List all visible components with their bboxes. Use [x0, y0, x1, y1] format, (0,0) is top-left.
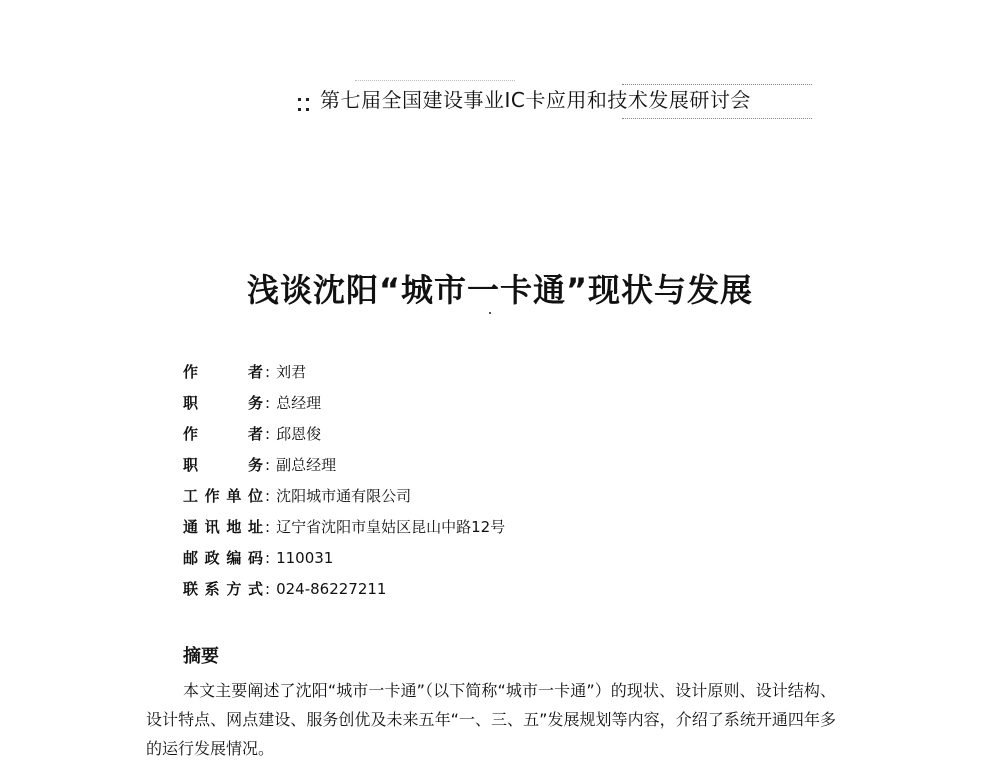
meta-label: 邮政编码 — [183, 549, 263, 567]
meta-value: 110031 — [276, 548, 334, 567]
scan-speck — [489, 312, 491, 314]
document-title: 浅谈沈阳“城市一卡通”现状与发展 — [246, 271, 754, 309]
meta-label: 职 务 — [183, 456, 263, 474]
meta-value: 邱恩俊 — [276, 425, 322, 443]
meta-row-position-2: 职 务 : 副总经理 — [183, 455, 337, 474]
meta-label: 通讯地址 — [183, 518, 263, 536]
meta-value: 刘君 — [276, 363, 307, 381]
meta-row-position-1: 职 务 : 总经理 — [183, 393, 322, 412]
abstract-paragraph: 本文主要阐述了沈阳“城市一卡通”（以下简称“城市一卡通”）的现状、设计原则、设计结构、设计特点、网点建设、服务创优及未来五年“一、三、五”发展规划等内容，介绍了系统开通四年多的运行发展情况。 — [146, 681, 836, 758]
meta-row-author-1: 作 者 : 刘君 — [183, 362, 307, 381]
meta-label: 作 者 — [183, 363, 263, 381]
meta-value: 沈阳城市通有限公司 — [276, 487, 412, 505]
header-bullet-marks — [296, 92, 314, 114]
meta-value: 总经理 — [276, 394, 322, 412]
meta-row-author-2: 作 者 : 邱恩俊 — [183, 424, 322, 443]
meta-value: 024-86227211 — [276, 579, 387, 598]
running-header — [296, 86, 816, 116]
abstract-heading: 摘要 — [183, 646, 219, 667]
meta-label: 职 务 — [183, 394, 263, 412]
meta-row-address: 通讯地址 : 辽宁省沈阳市皇姑区昆山中路12号 — [183, 517, 506, 536]
scan-noise-top — [622, 84, 812, 86]
meta-row-postcode: 邮政编码 : 110031 — [183, 548, 334, 567]
scan-noise-left — [355, 80, 515, 82]
running-header-text: 第七届全国建设事业IC卡应用和技术发展研讨会 — [320, 88, 751, 112]
meta-value: 辽宁省沈阳市皇姑区昆山中路12号 — [276, 518, 506, 536]
author-metadata — [183, 356, 783, 604]
meta-label: 作 者 — [183, 425, 263, 443]
meta-label: 工作单位 — [183, 487, 263, 505]
meta-row-organization: 工作单位 : 沈阳城市通有限公司 — [183, 486, 412, 505]
meta-row-contact: 联系方式 : 024-86227211 — [183, 579, 387, 598]
scan-noise-bottom — [622, 118, 812, 120]
meta-label: 联系方式 — [183, 580, 263, 598]
meta-value: 副总经理 — [276, 456, 337, 474]
